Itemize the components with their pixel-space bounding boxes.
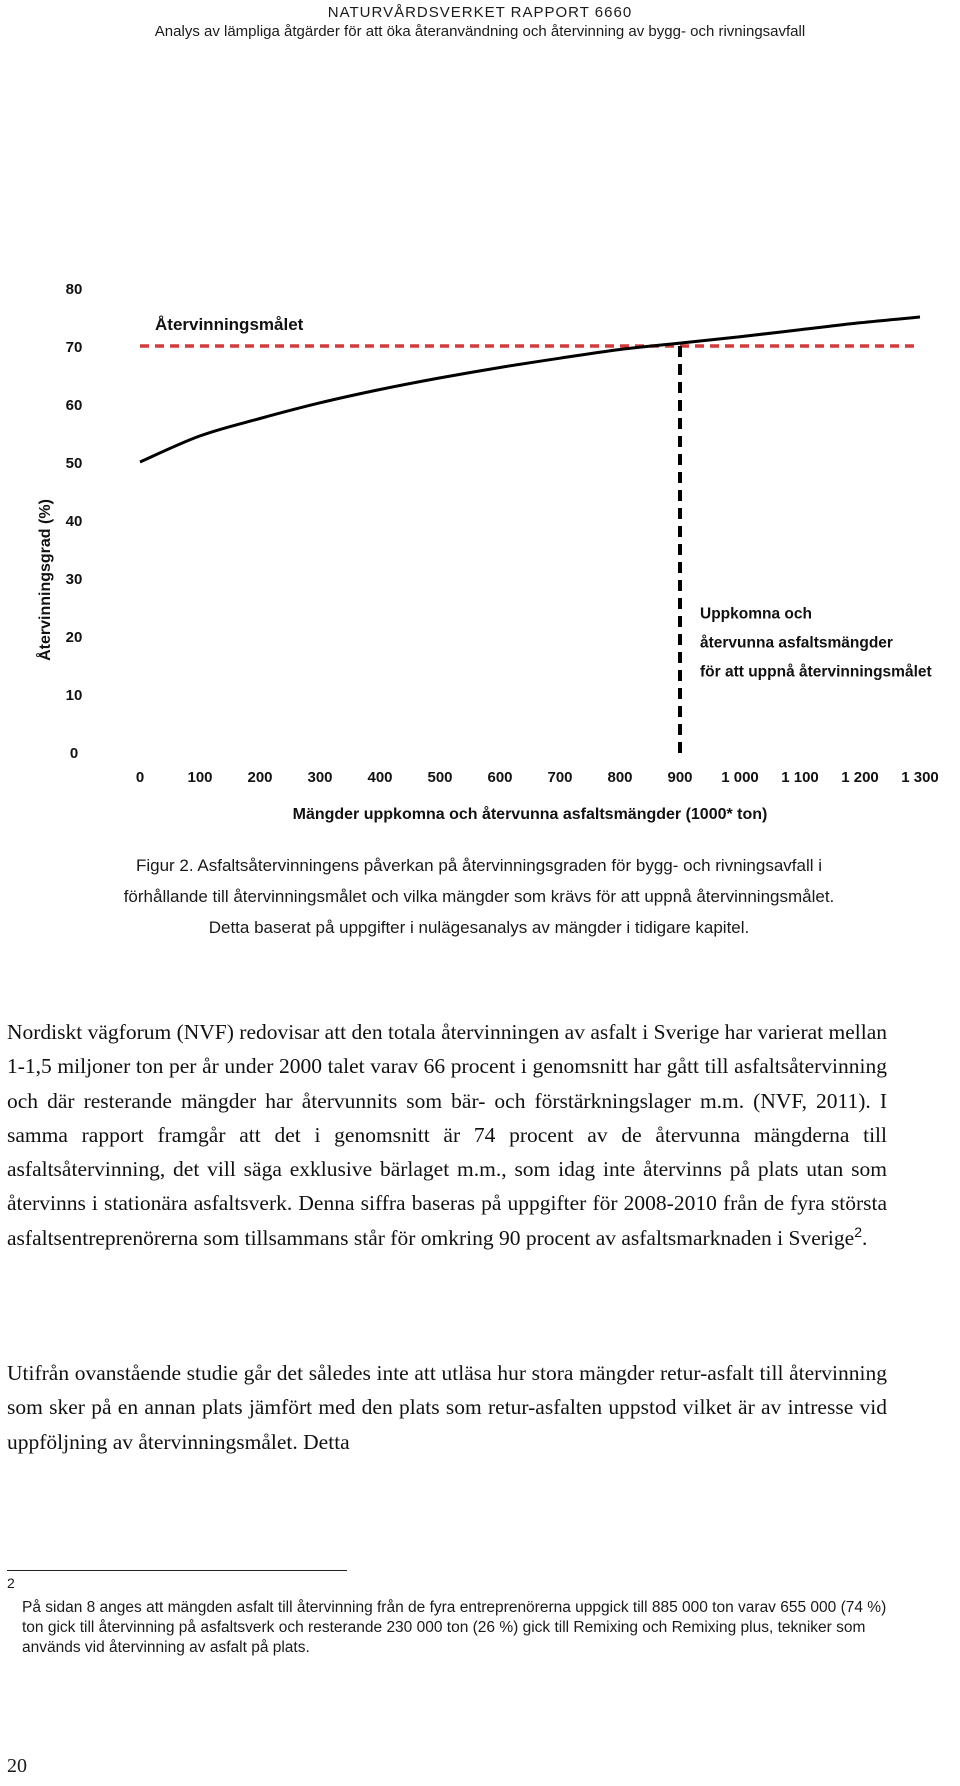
- x-tick-label: 900: [667, 769, 693, 786]
- report-series-title: NATURVÅRDSVERKET RAPPORT 6660: [327, 4, 633, 21]
- footnote-text: På sidan 8 anges att mängden asfalt till återvinning från de fyra entreprenörerna uppgick till 885 000 ton varav 655 000 (74 %) ton gick till återvinning på asfaltsverk och resterande 230 000 ton (26 %) gick till Remixing och Remixing plus, tekniker som används vid återvinning av asfalt på plats.: [22, 1599, 887, 1656]
- footnote-reference: 2: [854, 1223, 862, 1240]
- annotation-line: för att uppnå återvinningsmålet: [700, 663, 932, 681]
- recycling-rate-chart: [30, 270, 950, 830]
- annotation-line: Uppkomna och: [700, 605, 812, 623]
- x-tick-label: 100: [187, 769, 213, 786]
- y-tick-label: 70: [65, 339, 83, 356]
- y-axis-title: Återvinningsgrad (%): [37, 499, 54, 661]
- paragraph-end: .: [862, 1225, 868, 1250]
- y-tick-label: 20: [65, 629, 83, 646]
- y-tick-label: 50: [65, 455, 83, 472]
- footnote: [7, 1574, 907, 1658]
- paragraph-text: Nordiskt vägforum (NVF) redovisar att den totala återvinningen av asfalt i Sverige har varierat mellan 1-1,5 miljoner ton per år under 2000 talet varav 66 procent i genomsnitt har gått till asfaltsåtervinning och där resterande mängder har återvunnits som bär- och förstärkningslager m.m. (NVF, 2011). I samma rapport framgår att det i genomsnitt är 74 procent av de återvunna mängderna till asfaltsåtervinning, det vill säga exklusive bärlaget m.m., som idag inte återvinns på plats utan som återvinns i stationära asfaltsverk. Denna siffra baseras på uppgifter för 2008-2010 från de fyra största asfaltsentreprenörerna som tillsammans står för omkring 90 procent av asfaltsmarknaden i Sverige: [7, 1020, 888, 1250]
- x-tick-label: 1 000: [721, 769, 759, 786]
- x-tick-label: 400: [367, 769, 393, 786]
- recycling-rate-curve: [140, 317, 920, 462]
- footnote-mark: 2: [7, 1574, 15, 1591]
- y-tick-label: 30: [65, 571, 83, 588]
- body-paragraph-2: [7, 1356, 887, 1459]
- x-tick-label: 200: [247, 769, 273, 786]
- y-tick-label: 40: [65, 513, 83, 530]
- x-tick-label: 0: [135, 769, 145, 786]
- x-tick-label: 300: [307, 769, 333, 786]
- caption-line: Figur 2. Asfaltsåtervinningens påverkan på återvinningsgraden för bygg- och rivningsavfall i: [135, 856, 823, 875]
- caption-line: Detta baserat på uppgifter i nulägesanalys av mängder i tidigare kapitel.: [208, 918, 750, 937]
- annotation-line: återvunna asfaltsmängder: [700, 634, 893, 652]
- paragraph-text: Utifrån ovanstående studie går det således inte att utläsa hur stora mängder retur-asfalt till återvinning som sker på en annan plats jämfört med den plats som retur-asfalten uppstod vilket är av intresse vid uppföljning av återvinningsmålet. Detta: [7, 1361, 887, 1454]
- page-number: 20: [7, 1755, 27, 1777]
- x-tick-label: 1 200: [841, 769, 879, 786]
- figure-caption: [24, 850, 934, 943]
- x-tick-label: 700: [547, 769, 573, 786]
- report-title: Analys av lämpliga åtgärder för att öka återanvändning och återvinning av bygg- och rivningsavfall: [154, 23, 806, 40]
- y-tick-label: 0: [69, 745, 79, 762]
- x-tick-label: 800: [607, 769, 633, 786]
- x-tick-label: 1 100: [781, 769, 819, 786]
- y-tick-label: 10: [65, 687, 83, 704]
- target-label: Återvinningsmålet: [155, 315, 304, 334]
- y-tick-label: 80: [65, 281, 83, 298]
- body-paragraph-1: [7, 1015, 887, 1255]
- x-tick-label: 600: [487, 769, 513, 786]
- footnote-divider: [7, 1570, 347, 1571]
- caption-line: förhållande till återvinningsmålet och vilka mängder som krävs för att uppnå återvinningsmålet.: [123, 887, 835, 906]
- x-tick-label: 1 300: [901, 769, 939, 786]
- x-axis-title: Mängder uppkomna och återvunna asfaltsmängder (1000* ton): [292, 806, 768, 823]
- y-tick-label: 60: [65, 397, 83, 414]
- x-tick-label: 500: [427, 769, 453, 786]
- report-header: [0, 0, 960, 40]
